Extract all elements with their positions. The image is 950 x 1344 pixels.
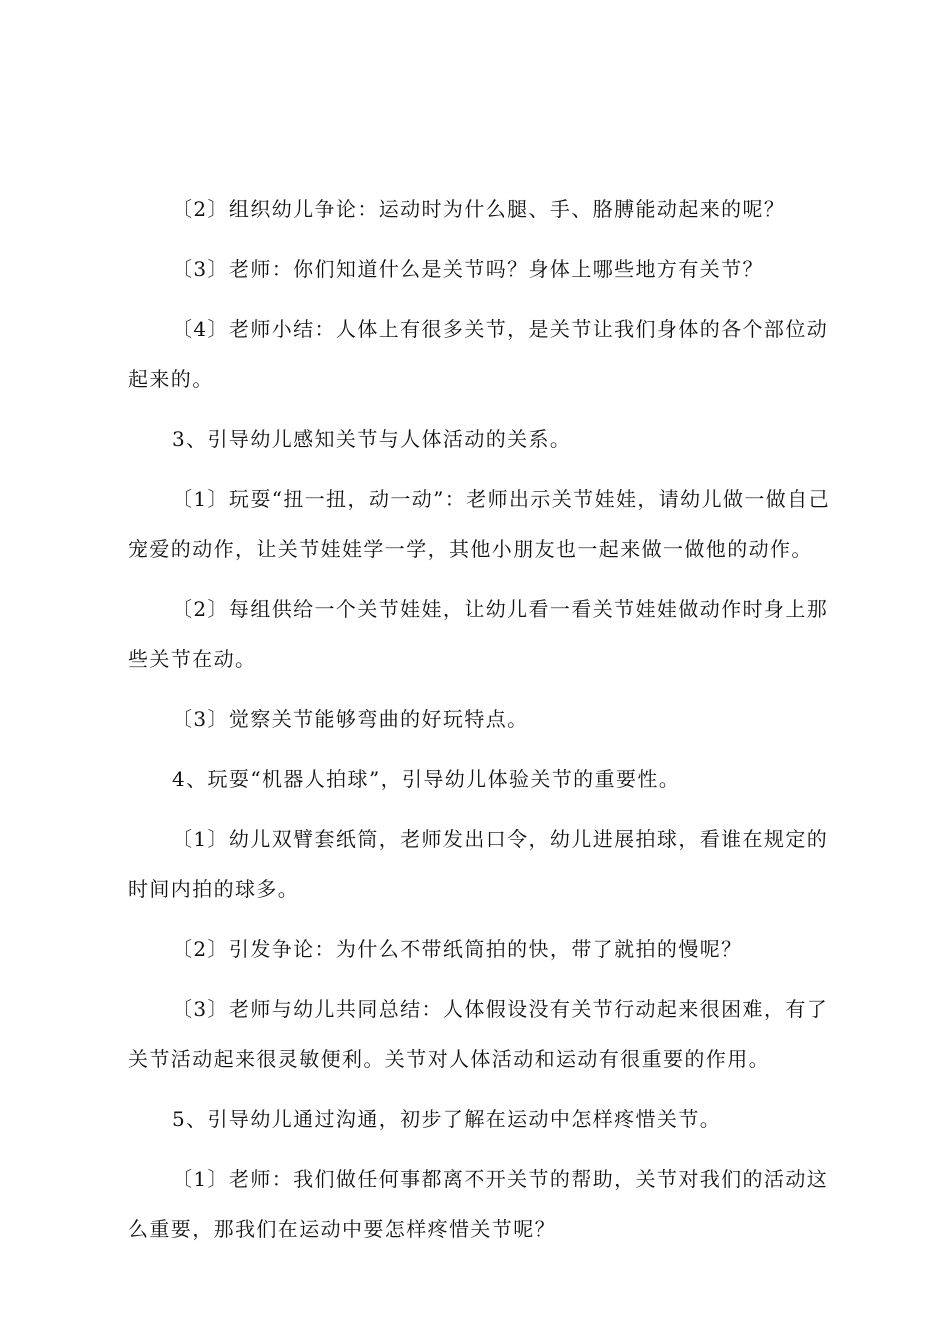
paragraph: 〔4〕老师小结：人体上有很多关节，是关节让我们身体的各个部位动起来的。: [128, 317, 829, 391]
paragraph: 〔1〕老师：我们做任何事都离不开关节的帮助，关节对我们的活动这么重要，那我们在运动中要怎样疼惜关节呢？: [128, 1167, 829, 1241]
paragraph: 〔2〕引发争论：为什么不带纸筒拍的快，带了就拍的慢呢？: [172, 937, 743, 961]
paragraph: 〔3〕老师与幼儿共同总结：人体假设没有关节行动起来很困难，有了关节活动起来很灵敏便利。关节对人体活动和运动有很重要的作用。: [128, 997, 829, 1071]
document-body: [128, 184, 832, 1264]
paragraph: 〔2〕每组供给一个关节娃娃，让幼儿看一看关节娃娃做动作时身上那些关节在动。: [128, 597, 829, 671]
paragraph: 〔3〕老师：你们知道什么是关节吗？身体上哪些地方有关节？: [172, 257, 764, 281]
paragraph: 〔1〕玩耍“扭一扭，动一动”：老师出示关节娃娃，请幼儿做一做自己宠爱的动作，让关节娃娃学一学，其他小朋友也一起来做一做他的动作。: [128, 487, 830, 561]
paragraph: 〔1〕幼儿双臂套纸筒，老师发出口令，幼儿进展拍球，看谁在规定的时间内拍的球多。: [128, 827, 829, 901]
section-heading: 4、玩耍“机器人拍球”，引导幼儿体验关节的重要性。: [172, 767, 681, 791]
paragraph: 〔2〕组织幼儿争论：运动时为什么腿、手、胳膊能动起来的呢？: [172, 197, 786, 221]
section-heading: 5、引导幼儿通过沟通，初步了解在运动中怎样疼惜关节。: [172, 1107, 722, 1131]
section-heading: 3、引导幼儿感知关节与人体活动的关系。: [172, 427, 572, 451]
paragraph: 〔3〕觉察关节能够弯曲的好玩特点。: [172, 707, 529, 731]
